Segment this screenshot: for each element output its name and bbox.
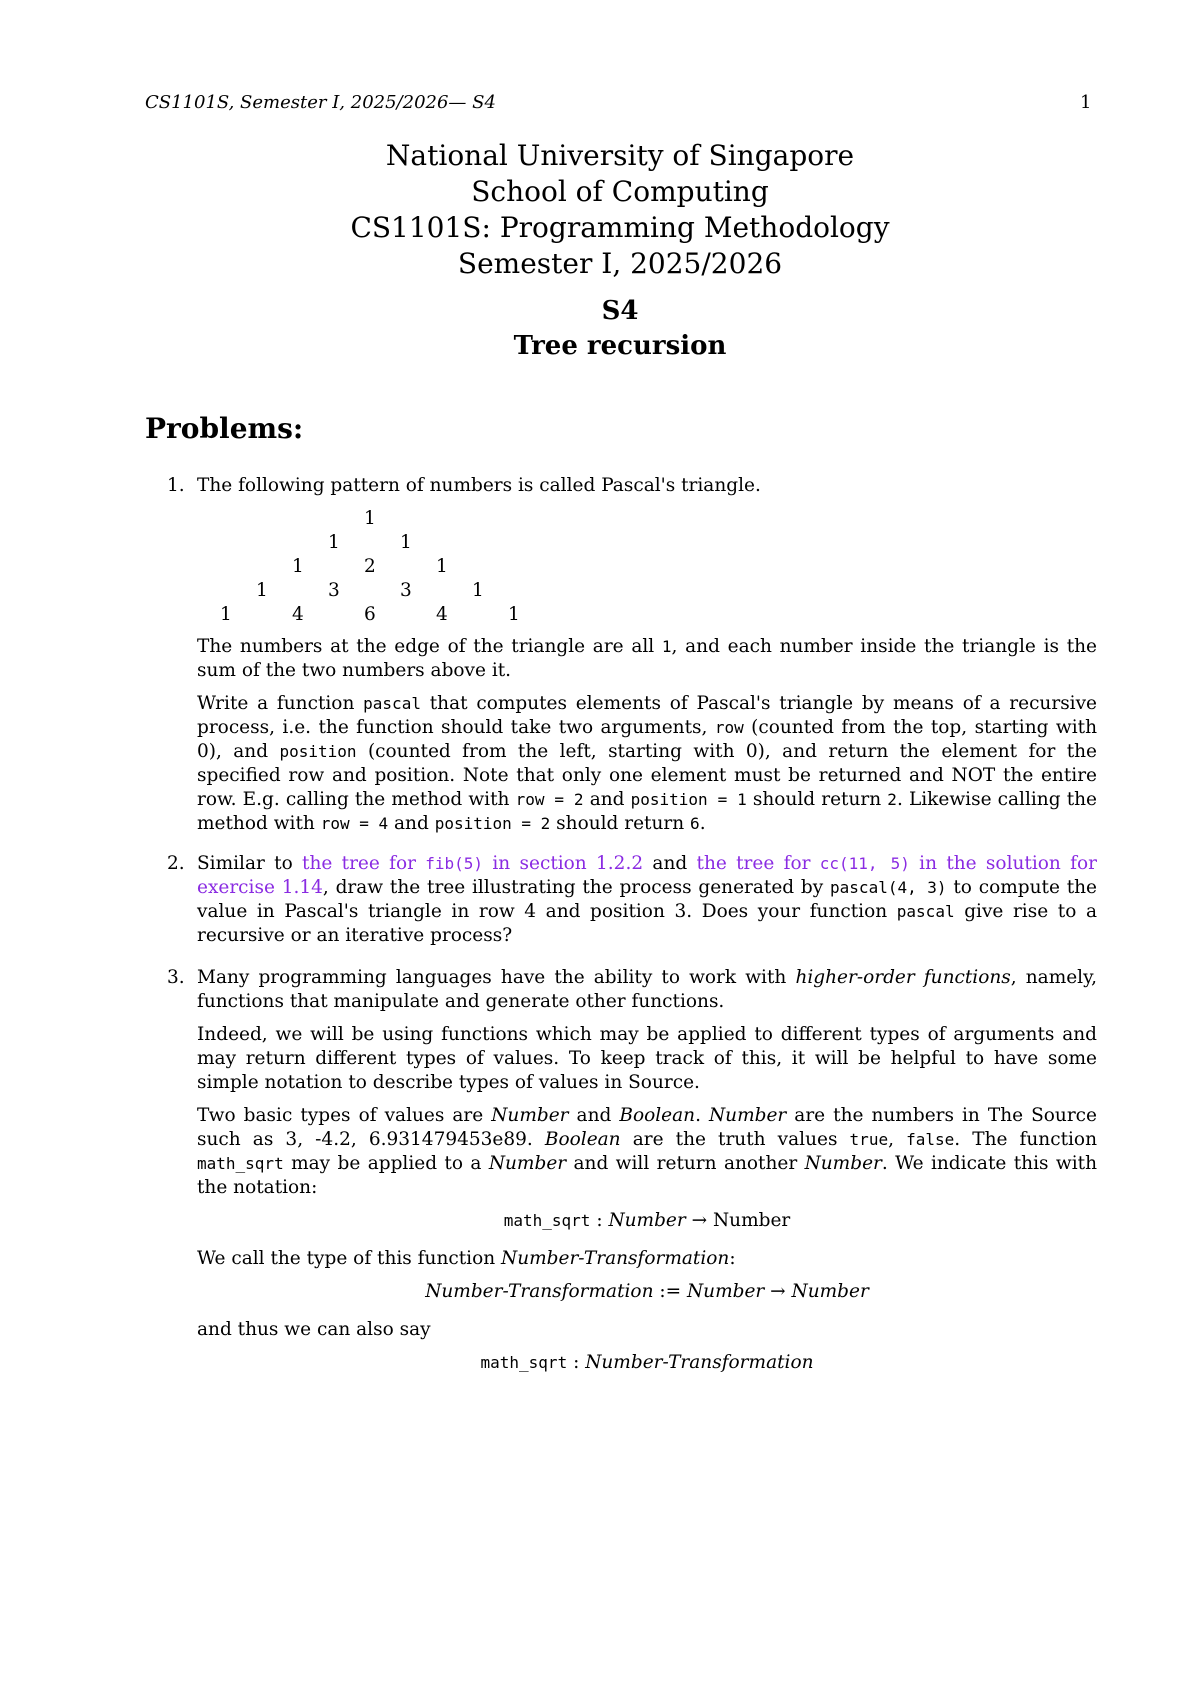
problem-1	[167, 474, 1097, 845]
school-name: School of Computing	[471, 175, 769, 208]
code-run: row = 4	[320, 814, 389, 833]
text-run: should return	[550, 813, 691, 834]
triangle-number: 2	[364, 556, 376, 577]
problem-2	[167, 852, 1097, 957]
text-run: Many programming languages have the ability to work with	[197, 967, 796, 988]
triangle-number: 1	[220, 604, 232, 625]
semester: Semester I, 2025/2026	[457, 247, 783, 280]
text-run: and will return another	[566, 1153, 805, 1174]
text-run: Similar to	[197, 853, 303, 874]
code-run: pascal	[363, 694, 421, 713]
code-run: 1	[661, 637, 672, 656]
emphasis: Boolean	[619, 1105, 696, 1126]
text-run: :	[729, 1248, 736, 1269]
problems-heading: Problems:	[145, 412, 304, 445]
triangle-number: 3	[328, 580, 340, 601]
text-run: :	[590, 1210, 609, 1231]
text-run: to compute the value in Pascal's triangle in row 4 and position 3. Does your function	[197, 877, 1097, 922]
emphasis: Number	[708, 1105, 787, 1126]
triangle-number: 1	[364, 508, 376, 529]
problem-3-paragraph-5: and thus we can also say	[197, 1319, 431, 1340]
link-fib-tree[interactable]	[302, 853, 643, 874]
arrow-symbol: →	[685, 1210, 713, 1231]
text-run: .	[695, 1105, 709, 1126]
running-head: CS1101S, Semester I, 2025/2026— S4	[145, 92, 496, 113]
code-run: cc(11, 5)	[819, 854, 910, 873]
text-run: give rise to a recursive or an iterative process?	[197, 901, 1097, 946]
university-name: National University of Singapore	[385, 139, 855, 172]
triangle-number: 6	[364, 604, 376, 625]
text-run: in section 1.2.2	[483, 853, 644, 874]
course-title: CS1101S: Programming Methodology	[350, 211, 890, 244]
code-run: pascal(4, 3)	[830, 878, 947, 897]
triangle-number: 1	[508, 604, 520, 625]
title-block	[0, 138, 1200, 364]
text-run: ,	[888, 1129, 907, 1150]
problem-3-paragraph-3	[197, 1104, 1097, 1200]
code-run: false	[906, 1130, 955, 1149]
problem-2-paragraph	[197, 852, 1097, 948]
triangle-number: 1	[400, 532, 412, 553]
problem-1-paragraph-2	[197, 635, 1097, 683]
text-run: :=	[653, 1281, 687, 1302]
emphasis: higher-order functions	[795, 967, 1011, 988]
text-run: and	[583, 789, 631, 810]
text-run: and	[388, 813, 435, 834]
code-run: position = 2	[434, 814, 551, 833]
text-run: that computes elements of Pascal's triangle by means of a recursive process, i.e. the function should take two arguments,	[197, 693, 1098, 738]
text-run: The numbers at the edge of the triangle are all	[197, 636, 662, 657]
text-run: Write a function	[197, 693, 364, 714]
triangle-number: 1	[292, 556, 304, 577]
text-run: the tree for	[302, 853, 426, 874]
text-run: may be applied to a	[283, 1153, 489, 1174]
triangle-number: 1	[436, 556, 448, 577]
text-run: in the solution for exercise 1.14	[197, 853, 1097, 898]
code-run: pascal	[896, 902, 955, 921]
text-run: . Likewise calling the method with	[197, 789, 1097, 834]
code-run: row = 2	[515, 790, 584, 809]
emphasis: Number	[804, 1153, 882, 1174]
problem-3-paragraph-2: Indeed, we will be using functions which may be applied to different types of arguments and may return different types of values. To keep track of this, it will be helpful to have some simple notation to describe types of values in Source.	[197, 1024, 1097, 1093]
formula-math-sqrt-transformation	[197, 1351, 1097, 1375]
text-run: (counted from the left, starting with 0), and return the element for the specified row and position. Note that only one element must be returned and NOT the entire row. E.g. calling the method with	[197, 741, 1097, 810]
text-run: and	[568, 1105, 620, 1126]
text-run: .	[699, 813, 706, 834]
page-number: 1	[1080, 92, 1092, 113]
pascal-triangle	[197, 507, 1097, 627]
emphasis: Number	[686, 1281, 765, 1302]
triangle-number: 3	[400, 580, 412, 601]
code-run: position = 1	[630, 790, 747, 809]
triangle-number: 4	[292, 604, 304, 625]
emphasis: Number-Transformation	[585, 1352, 814, 1373]
triangle-number: 1	[328, 532, 340, 553]
text-run: are the numbers in The Source such as 3, -4.2, 6.931479453e89.	[197, 1105, 1097, 1150]
code-run: 6	[690, 814, 700, 833]
emphasis: Number-Transformation	[501, 1248, 730, 1269]
problem-1-intro: The following pattern of numbers is called Pascal's triangle.	[197, 475, 761, 496]
code-run: row	[714, 718, 744, 737]
text-run: and	[643, 853, 697, 874]
emphasis: Number-Transformation	[425, 1281, 654, 1302]
problem-3-paragraph-4	[197, 1247, 1097, 1271]
problem-3-paragraph-1	[197, 966, 1097, 1014]
sheet-code: S4	[601, 296, 639, 326]
code-run: 2	[887, 790, 897, 809]
emphasis: Number	[791, 1281, 869, 1302]
sheet-topic: Tree recursion	[513, 331, 727, 361]
problem-1-paragraph-3	[197, 692, 1097, 836]
code-run: true	[849, 1130, 889, 1149]
text-run: should return	[746, 789, 888, 810]
emphasis: Boolean	[544, 1129, 621, 1150]
problem-number: 3.	[167, 967, 185, 988]
text-run: , namely, functions that manipulate and generate other functions.	[197, 967, 1097, 1012]
text-run: , draw the tree illustrating the process generated by	[322, 877, 831, 898]
text-run: :	[567, 1352, 586, 1373]
emphasis: Number	[488, 1153, 567, 1174]
code-run: math_sqrt	[197, 1154, 284, 1173]
text-run: . We indicate this with the notation:	[197, 1153, 1097, 1198]
arrow-symbol: →	[764, 1281, 792, 1302]
text-run: Number	[712, 1210, 791, 1231]
text-run: , and each number inside the triangle is the sum of the two numbers above it.	[197, 636, 1097, 681]
code-run: position	[279, 742, 357, 761]
code-run: fib(5)	[425, 854, 484, 873]
formula-math-sqrt-type	[197, 1209, 1097, 1233]
triangle-number: 1	[472, 580, 484, 601]
problem-3	[167, 966, 1097, 1389]
problem-number: 1.	[167, 475, 185, 496]
code-run: math_sqrt	[480, 1353, 568, 1372]
problem-number: 2.	[167, 853, 185, 874]
code-run: math_sqrt	[503, 1211, 591, 1230]
text-run: the tree for	[696, 853, 820, 874]
triangle-number: 1	[256, 580, 268, 601]
emphasis: Number	[608, 1210, 686, 1231]
text-run: (counted from the top, starting with 0), and	[197, 717, 1097, 762]
formula-number-transformation	[197, 1280, 1097, 1304]
emphasis: Number	[491, 1105, 569, 1126]
text-run: are the truth values	[620, 1129, 850, 1150]
text-run: . The function	[954, 1129, 1097, 1150]
text-run: Two basic types of values are	[197, 1105, 492, 1126]
text-run: We call the type of this function	[197, 1248, 502, 1269]
triangle-number: 4	[436, 604, 448, 625]
